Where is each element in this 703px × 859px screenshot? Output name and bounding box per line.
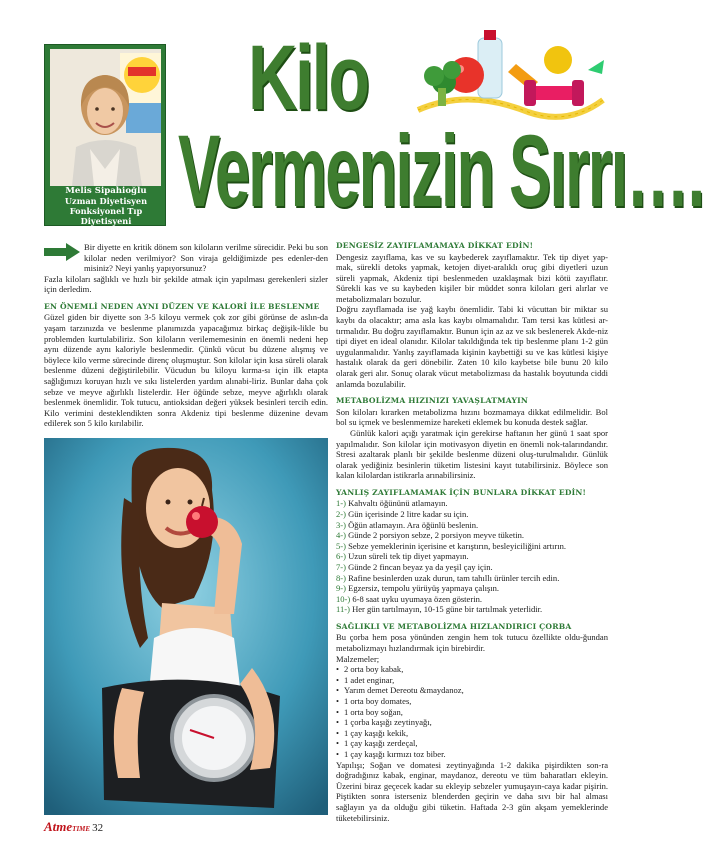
list-item: 8-) Rafine besinlerden uzak durun, tam tahıllı ürünler tercih edin.: [336, 572, 560, 583]
list-item: • 2 orta boy kabak,: [336, 664, 608, 675]
list-item: • 1 orta boy domates,: [336, 696, 608, 707]
section-heading-5: SAĞLIKLI VE METABOLİZMA HIZLANDIRICI ÇORBA: [336, 621, 572, 631]
ingredients-list: [336, 664, 608, 759]
magazine-logo: AtmeTIME: [44, 819, 91, 834]
author-info: [45, 186, 167, 234]
tips-list: [336, 498, 608, 615]
author-card: [44, 44, 166, 233]
intro-text: Bir diyette en kritik dönem son kiloların verilme sürecidir. Peki bu son kilolar neden verilmiyor? Son viraja geldiğimizde pes edenler-den misiniz? Neyi yanlış yapıyorsunuz?: [84, 242, 328, 274]
list-item: 9-) Egzersiz, tempolu yürüyüş yapmaya çalışın.: [336, 583, 500, 594]
section-text-3b: Günlük kalori açığı yaratmak için gerekirse haftanın her günü 1 saat spor yapılmalıdır. Son kilolar için motivasyon diyetin en önemli nok-talarındandır. Stresi azaltarak planlı bir şekilde beslenme düzeni oluş-turulmalıdır. Günlük olarak yediğiniz besinlerin tüketim listesini kayıt tutabilirsiniz. Böylece son kalan kilolardan istikrarla arınabilirsiniz.: [336, 427, 608, 481]
list-item: • Yarım demet Dereotu &maydanoz,: [336, 685, 608, 696]
article-title-line-1: Kilo: [248, 27, 368, 129]
author-title: Uzman Diyetisyen: [64, 196, 148, 206]
list-item: 1-) Kahvaltı öğününü atlamayın.: [336, 498, 448, 509]
section-heading-4: YANLIŞ ZAYIFLAMAMAK İÇİN BUNLARA DİKKAT EDİN!: [336, 487, 587, 497]
list-item: • 1 orta boy soğan,: [336, 707, 608, 718]
list-item: • 1 çorba kaşığı zeytinyağı,: [336, 717, 608, 728]
list-item: 3-) Öğün atlamayın. Ara öğünlü beslenin.: [336, 519, 479, 530]
section-text-5: Bu çorba hem posa yönünden zengin hem tok tutucu özellikte oldu-ğundan metabolizmayı hızlandırmak için birebirdir.: [336, 632, 608, 653]
list-item: • 1 adet enginar,: [336, 675, 608, 686]
arrow-right-icon: [44, 243, 80, 261]
page-footer: [44, 819, 103, 835]
section-text-2a: Dengesiz zayıflama, kas ve su kaybederek zayıflamaktır. Tek tip diyet yap-mak, sürekli detoks yapmak, ketojen diyet-aralıklı oruç gibi diyetleri uzun süreli yapmak, Akdeniz tipi beslenmeden uzaklaşmak bizi kötü zayıflatır. Sürekli kas ve su kaybeden kişiler bir müddet sonra kiloları geri alırlar ve metabolizmaları bozulur.: [336, 251, 608, 304]
ingredients-label: Malzemeler;: [336, 653, 380, 664]
list-item: • 1 çay kaşığı kekik,: [336, 728, 608, 739]
section-text-3a: Son kiloları kırarken metabolizma hızını bozmamaya dikkat edilmelidir. Bol bol su içmek ve beslenmemize hareketi eklemek bu konuda destek sağlar.: [336, 406, 608, 428]
intro-text-2: Fazla kiloları sağlıklı ve hızlı bir şekilde atmak için yapılması gerekenleri sizler için derledim.: [44, 273, 328, 295]
recipe-text: Yapılışı; Soğan ve domatesi zeytinyağında 1-2 dakika pişirdikten son-ra doğradığınız kabak, enginar, maydanoz, dereotu ve tüm baharatları ekleyin. Üzerini biraz geçecek kadar su ekleyip sebzeler yumuşayın-caya kadar pişirin. Piştikten sonra isterseniz blenderden geçirin ve daha sıvı bir hal alması sağlayın ya da olduğu gibi tüketin. Haftada 2-3 gün akşam yemeklerinde tüketebilirsiniz.: [336, 759, 608, 823]
section-heading-2: DENGESİZ ZAYIFLAMAMAYA DİKKAT EDİN!: [336, 241, 534, 250]
page-number: 32: [92, 822, 104, 834]
list-item: 7-) Günde 2 fincan beyaz ya da yeşil çay için.: [336, 561, 493, 572]
article-title-line-2: Vermenizin Sırrı….: [178, 114, 703, 228]
list-item: 5-) Sebze yemeklerinin içerisine et karıştırın, besleyiciliğini artırın.: [336, 540, 566, 551]
healthy-food-illustration: [408, 30, 608, 135]
right-column: [336, 241, 608, 823]
section-heading-1: EN ÖNEMLİ NEDEN AYNI DÜZEN VE KALORİ İLE BESLENME: [44, 301, 320, 311]
author-subtitle: Fonksiyonel Tıp Diyetisyeni: [69, 206, 143, 226]
author-photo: [50, 49, 161, 186]
list-item: • 1 çay kaşığı zerdeçal,: [336, 738, 608, 749]
section-heading-3: METABOLİZMA HIZINIZI YAVAŞLATMAYIN: [336, 396, 528, 406]
intro-paragraph: [44, 242, 328, 274]
list-item: 6-) Uzun süreli tek tip diyet yapmayın.: [336, 551, 469, 562]
list-item: 10-) 6-8 saat uyku uyumaya özen gösterin.: [336, 593, 482, 604]
list-item: 2-) Gün içerisinde 2 litre kadar su için.: [336, 508, 469, 519]
list-item: • 1 çay kaşığı kırmızı toz biber.: [336, 749, 608, 760]
list-item: 4-) Günde 2 porsiyon sebze, 2 porsiyon meyve tüketin.: [336, 530, 525, 541]
author-email: dyt.melissipahioglu@gmail.com: [55, 227, 157, 233]
list-item: 11-) Her gün tartılmayın, 10-15 güne bir tartılmak yeterlidir.: [336, 604, 543, 615]
woman-with-scale-photo: [44, 438, 328, 815]
author-name: Melis Sipahioğlu: [65, 186, 147, 196]
section-text-1: Güzel giden bir diyette son 3-5 kiloyu vermek çok zor gibi görünse de aslın-da yaşam tarzınızda ve beslenme planımızda yapacağımız birkaç değişik-likle bu problemden kurtulabiliriz. Son kiloların verilememesinin en önemli nedeni hep aynı düzende aynı kaloriyle beslenmedir. Çünkü vücut bu düzene alışmış ve böylece kilo verme sürecinde direnç oluşmuştur. Son kilolar için kısa süreli olarak beslenme düzeni değiştirilebilir. Vücudun bu kiloyu kırma-sı için ilk etapta sağlığımızı koruyan hızlı ve sıkı listelerden yardım alınabi-liriz. Bunlar daha çok sebze ve meyve ağırlıklı listelerdir. Her öğünde sebze, meyve ağırlıklı olarak beslenmek önemlidir. Tok tutucu, antioksidan değeri yüksek besinleri tercih edin. Kilo verimini desteklendikten sonra Akdeniz tipi beslenme düzenine devam edilerek son 5 kilo kırılabilir.: [44, 312, 328, 429]
left-column: [44, 242, 328, 429]
section-text-2b: Doğru zayıflamada ise yağ kaybı önemlidir. Tabi ki vücuttan bir miktar su kaybı da olacaktır; ama asla kas kaybı olmamalıdır. Tam tersi kas kütlesi ar-tırmalıdır. Bu doğru zayıflamaktır. Bunun için az az ve sık beslenerek Akde-niz tipi diyet en ideal olanıdır. Kilolar takıldığında tek tip beslenme planı 1-2 gün uygulanmalıdır. Yanlış zayıflamada kişinin kaybettiği su ve kas kütlesi kişiye hastalık olarak da geri dönebilir. Zaten 10 kilo kaybetse bile bunu 20 kilo olarak geri alır. Sonuç olarak vücut metabolizması da hastalık boyutunda ciddi anlamda bozulabilir.: [336, 304, 608, 389]
